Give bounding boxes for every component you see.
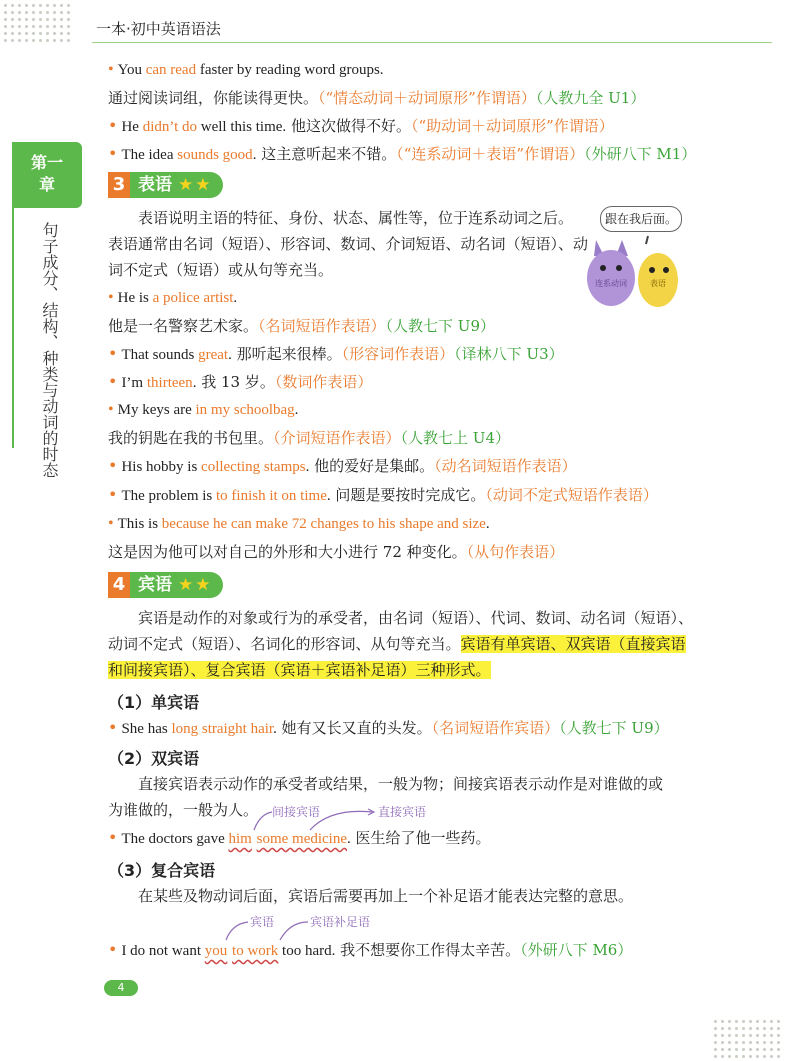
intro-paragraph: 动词不定式（短语）、名词化的形容词、从句等充当。宾语有单宾语、双宾语（直接宾语 [108, 635, 686, 653]
chapter-tab: 第一 章 [12, 142, 82, 208]
example-line: • My keys are in my schoolbag. [108, 401, 299, 418]
intro-paragraph: 表语通常由名词（短语）、形容词、数词、介词短语、动名词（短语）、动 [108, 235, 589, 253]
body-paragraph: 直接宾语表示动作的承受者或结果，一般为物；间接宾语表示动作是对谁做的或 [138, 775, 664, 793]
example-line: • She has long straight hair. 她有又长又直的头发。（名词短语作宾语）（人教七下 U9） [108, 718, 669, 737]
translation-line: 我的钥匙在我的书包里。（介词短语作表语）（人教七上 U4） [108, 429, 510, 447]
section-number: 3 [108, 172, 130, 198]
decor-dots-top [2, 2, 72, 42]
section-title: 表语 ★ ★ [130, 172, 223, 198]
example-line: • I do not want you to work too hard. 我不想要你工作得太辛苦。（外研八下 M6） [108, 940, 633, 959]
intro-paragraph: 词不定式（短语）或从句等充当。 [108, 261, 334, 279]
annotation-indirect-object: 间接宾语 [272, 805, 321, 819]
example-line: • He is a police artist. [108, 289, 238, 306]
header-divider [92, 42, 772, 43]
intro-paragraph: 表语说明主语的特征、身份、状态、属性等，位于连系动词之后。 [138, 209, 574, 227]
example-line: • That sounds great. 那听起来很棒。（形容词作表语）（译林八下 U3） [108, 344, 564, 363]
body-paragraph: 在某些及物动词后面，宾语后需要再加上一个补足语才能表达完整的意思。 [138, 887, 634, 905]
section-title: 宾语 ★ ★ [130, 572, 223, 598]
svg-text:表语: 表语 [650, 279, 666, 288]
subsection-heading: （1）单宾语 [108, 693, 200, 712]
body-paragraph: 为谁做的，一般为人。 [108, 801, 259, 819]
svg-text:连系动词: 连系动词 [595, 279, 627, 288]
subsection-heading: （2）双宾语 [108, 749, 200, 768]
example-line: • The doctors gave him some medicine. 医生给了他一些药。 [108, 828, 491, 847]
example-line: • The problem is to finish it on time. 问题是要按时完成它。（动词不定式短语作表语） [108, 485, 658, 504]
star-icon: ★ [178, 575, 194, 595]
translation-line: 这是因为他可以对自己的外形和大小进行 72 种变化。（从句作表语） [108, 543, 565, 561]
example-line: • I’m thirteen. 我 13 岁。（数词作表语） [108, 372, 373, 391]
intro-paragraph: 宾语是动作的对象或行为的承受者，由名词（短语）、代词、数词、动名词（短语）、 [138, 609, 694, 627]
section-number: 4 [108, 572, 130, 598]
cartoon-characters-illustration [582, 232, 702, 310]
annotation-object: 宾语 [250, 915, 275, 929]
example-line: • His hobby is collecting stamps. 他的爱好是集邮。（动名词短语作表语） [108, 456, 577, 475]
annotation-arrows [220, 916, 330, 942]
example-line: • He didn’t do well this time. 他这次做得不好。（“助动词＋动词原形”作谓语） [108, 116, 614, 135]
subsection-heading: （3）复合宾语 [108, 861, 216, 880]
decor-dots-bottom [712, 1018, 782, 1058]
example-line: • The idea sounds good. 这主意听起来不错。（“连系动词＋表语”作谓语）（外研八下 M1） [108, 144, 697, 163]
annotation-object-complement: 宾语补足语 [310, 915, 371, 929]
book-title: 一本·初中英语语法 [96, 20, 221, 38]
example-line: • This is because he can make 72 changes to his shape and size. [108, 515, 490, 532]
star-icon: ★ [195, 175, 211, 195]
chapter-topic: 句子成分、结构、种类与动词的时态 [40, 222, 59, 478]
annotation-direct-object: 直接宾语 [378, 805, 427, 819]
page-number: 4 [104, 980, 138, 996]
chapter-strip [12, 208, 14, 448]
translation-line: 通过阅读词组，你能读得更快。（“情态动词＋动词原形”作谓语）（人教九全 U1） [108, 89, 646, 107]
section-heading [108, 572, 223, 598]
star-icon: ★ [195, 575, 211, 595]
translation-line: 他是一名警察艺术家。（名词短语作表语）（人教七下 U9） [108, 317, 495, 335]
section-heading [108, 172, 223, 198]
example-line: • You can read faster by reading word groups. [108, 61, 384, 78]
intro-paragraph: 和间接宾语）、复合宾语（宾语＋宾语补足语）三种形式。 [108, 661, 491, 679]
speech-bubble: 跟在我后面。 [600, 206, 682, 232]
star-icon: ★ [178, 175, 194, 195]
